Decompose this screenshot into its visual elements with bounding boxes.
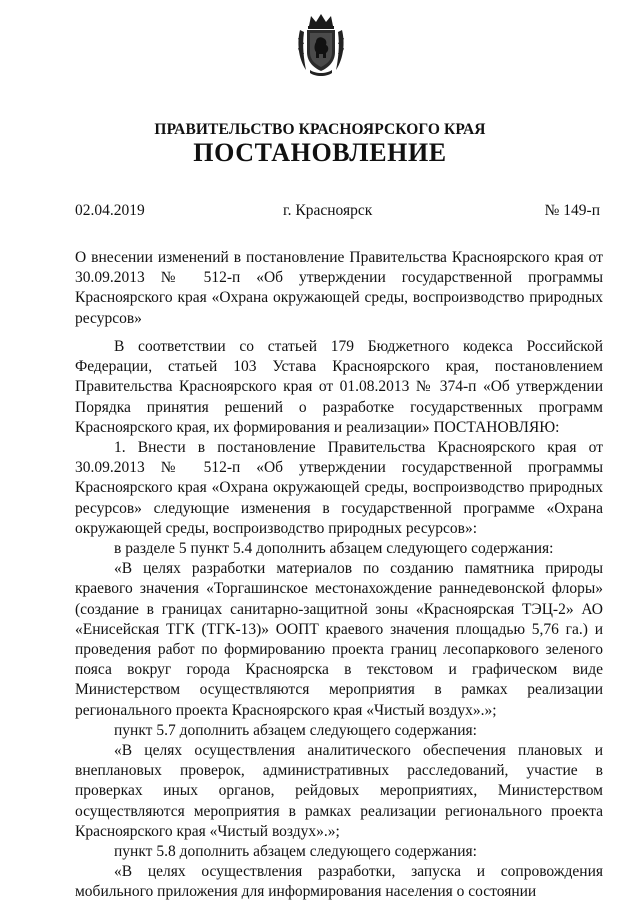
paragraph-section-5-7-intro: пункт 5.7 дополнить абзацем следующего содержания: xyxy=(114,721,477,739)
document-body xyxy=(75,337,603,903)
paragraph-clause-1: 1. Внести в постановление Правительства Красноярского края от 30.09.2013 № 512-п «Об утверждении государственной программы Красноярского края «Охрана окружающей среды, воспроизводство природных ресурсов» следующие изменения в государственной программе «Охрана окружающей среды, воспроизводство природных ресурсов»: xyxy=(75,439,603,537)
government-title: ПРАВИТЕЛЬСТВО КРАСНОЯРСКОГО КРАЯ xyxy=(154,121,486,138)
paragraph-section-5-7-text: «В целях осуществления аналитического обеспечения плановых и внеплановых проверок, административных расследований, участие в проверках иных органов, рейдовых мероприятиях, Министерством осуществляются мероприятия в рамках реализации регионального проекта Красноярского края «Чистый воздух».»; xyxy=(75,742,603,840)
paragraph-section-5-8-intro: пункт 5.8 дополнить абзацем следующего содержания: xyxy=(114,843,477,861)
paragraph-section-5-4-text: «В целях разработки материалов по созданию памятника природы краевого значения «Торгашинское местонахождение раннедевонской флоры» (создание в границах санитарно-защитной зоны «Красноярская ТЭЦ-2» АО «Енисейская ТГК (ТГК-13)» ООПТ краевого значения площадью 5,76 га.) и проведения работ по формированию проекта границ лесопаркового зеленого пояса вокруг города Красноярска в текстовом и графическом виде Министерством осуществляются мероприятия в рамках реализации регионального проекта Красноярского края «Чистый воздух».»; xyxy=(75,560,603,719)
document-city: г. Красноярск xyxy=(283,202,373,219)
document-type-title: ПОСТАНОВЛЕНИЕ xyxy=(193,138,447,167)
coat-of-arms-icon xyxy=(296,12,346,78)
document-number: № 149-п xyxy=(544,202,600,219)
document-date: 02.04.2019 xyxy=(75,202,145,219)
document-subject: О внесении изменений в постановление Правительства Красноярского края от 30.09.2013 № 512-п «Об утверждении государственной программы Красноярского края «Охрана окружающей среды, воспроизводство природных ресурсов» xyxy=(75,249,603,327)
paragraph-preamble: В соответствии со статьей 179 Бюджетного кодекса Российской Федерации, статьей 103 Устава Красноярского края, постановлением Правительства Красноярского края от 01.08.2013 № 374-п «Об утверждении Порядка принятия решений о разработке государственных программ Красноярского края, их формирования и реализации» ПОСТАНОВЛЯЮ: xyxy=(75,338,603,436)
paragraph-section-5-8-text: «В целях осуществления разработки, запуска и сопровождения мобильного приложения для информирования населения о состоянии xyxy=(75,863,603,901)
paragraph-section-5-4-intro: в разделе 5 пункт 5.4 дополнить абзацем следующего содержания: xyxy=(114,540,554,558)
